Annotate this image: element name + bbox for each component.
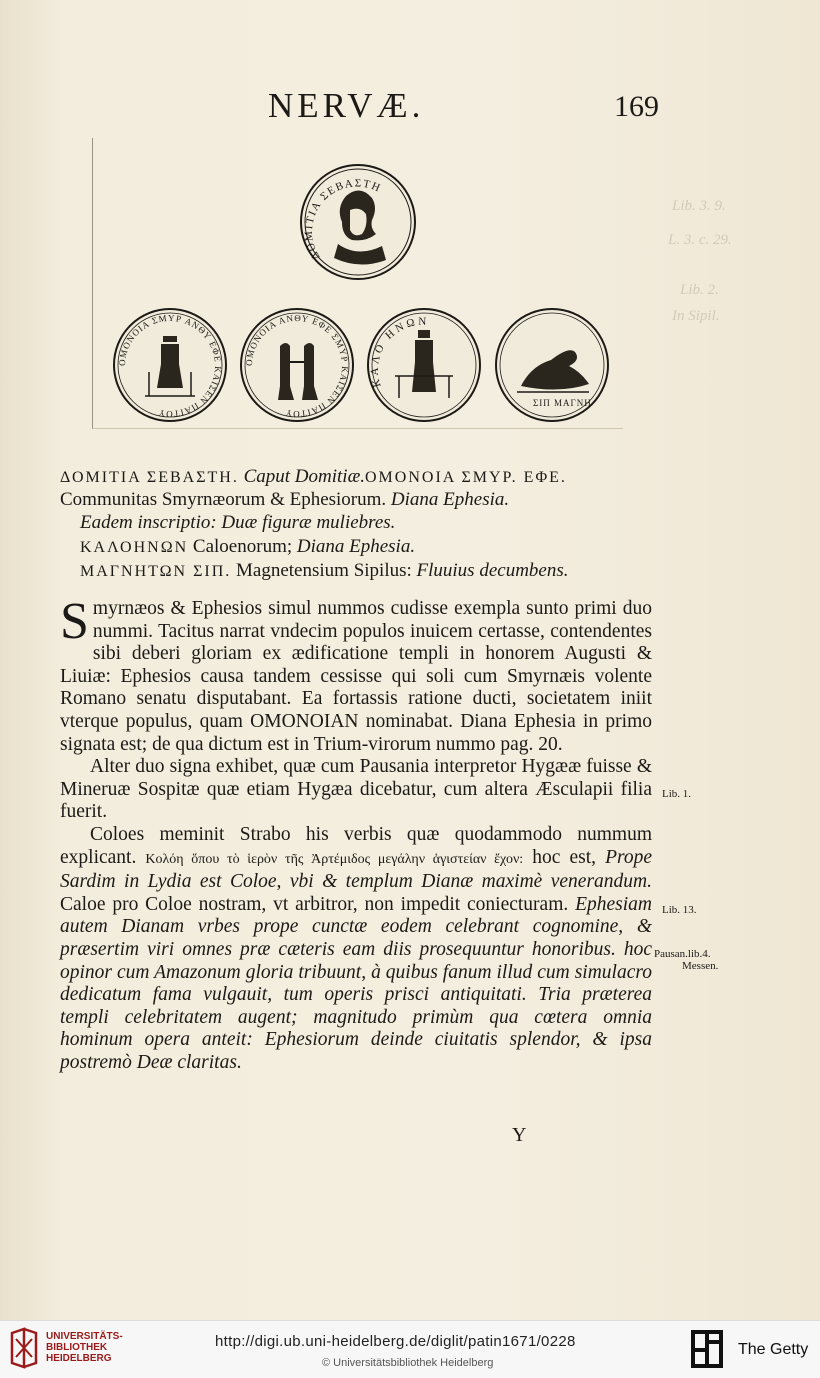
caption-greek: ΚΑΛΟΗΝΩΝ (80, 539, 189, 556)
institution-line: UNIVERSITÄTS- (46, 1331, 123, 1342)
institution-line: HEIDELBERG (46, 1353, 112, 1364)
caption-italic: Eadem inscriptio: Duæ figuræ muliebres. (80, 512, 396, 533)
paragraph-text: hoc est, (532, 846, 596, 868)
university-library-logo-icon (8, 1327, 40, 1371)
sponsor-name: The Getty (738, 1341, 809, 1358)
permalink[interactable]: http://digi.ub.uni-heidelberg.de/diglit/patin1671/0228 (215, 1333, 576, 1350)
paragraph (60, 824, 652, 1075)
coin-magnesia (493, 306, 611, 424)
coin-legend: ΚΑΛΟ ΗΝΩΝ (368, 315, 430, 389)
main-text (60, 593, 653, 1074)
coin-homonoia-1 (111, 306, 229, 424)
paragraph (60, 593, 652, 756)
margin-note: Lib. 1. (662, 788, 692, 800)
page-number: 169 (614, 90, 659, 123)
paragraph (60, 756, 652, 824)
caption-text: Caloenorum; (192, 536, 293, 557)
caption-text: Magnetensium Sipilus: (236, 560, 412, 581)
bleed-through-note: L. 3. c. 29. (668, 232, 732, 248)
caption-italic: Diana Ephesia. (296, 536, 416, 557)
paragraph-text: myrnæos & Ephesios simul nummos cudisse exempla sunto primi duo nummi. Tacitus narrat vndecim populos inuicem certasse, contendentes sibi deberi gloriam ex ædificatione templi in honorem Augusti & Liuiæ: Ephesios causa tandem cessisse qui soli cum Smyrnæis volente Romano senatu disputabant. Ea fortassis ratione ducti, societatem iniit vterque populus, quam ΟΜΟΝΟΙΑΝ nominabat. Diana Ephesia in primo signata est; de qua dictum est in Trium-virorum nummo pag. 20. (60, 598, 652, 755)
copyright-notice: © Universitätsbibliothek Heidelberg (322, 1357, 494, 1369)
margin-note: Messen. (682, 960, 719, 972)
coin-legend: ΔΟΜΙΤΙΑ ΣΕΒΑΣΤΗ (302, 177, 384, 262)
svg-text:ΟΜΟΝΟΙΑ ΣΜΥΡ ΑΝΘΥ ΕΦΕ ΚΑΙΣΕΝ Π (117, 313, 223, 419)
caption-italic: Caput Domitiæ. (243, 466, 365, 487)
caption-line (60, 489, 660, 511)
bleed-through-note: Lib. 2. (680, 282, 719, 298)
caption-line (60, 466, 660, 489)
drop-cap: S (60, 593, 89, 650)
caption-text: Communitas Smyrnæorum & Ephesiorum. (60, 489, 387, 510)
getty-logo-icon (690, 1329, 724, 1369)
caption-italic: Diana Ephesia. (390, 489, 510, 510)
italic-quote: Ephesiam autem Dianam vrbes prope cunctæ eodem celebrant cognomine, & præsertim viri omnes præ cæteris eam diis prosequuntur honoribus. hoc opinor cum Amazonum gloria tribuunt, à quibus fanum illud cum simulacro dedicatum fama vulgauit, tum operis prisci antiquitati. Tria præterea templi celebritatem augent; magnitudo primùm qua cœtera omnia hominum opera anteit: Ephesiorum deinde ciuitatis splendor, & ipsa postremò Deæ claritas. (60, 893, 653, 1073)
caption-line (80, 560, 680, 583)
coin-plate (92, 138, 623, 429)
running-header: NERVÆ. (268, 86, 425, 125)
institution-line: BIBLIOTHEK (46, 1342, 108, 1353)
svg-text:ΚΑΛΟ ΗΝΩΝ (369, 316, 429, 389)
paragraph-text: Coloes meminit Strabo his verbis quæ quodammodo nummum explicant. (60, 823, 652, 868)
catchword: Y (512, 1124, 527, 1146)
caption-greek: ΔΟΜΙΤΙΑ ΣΕΒΑΣΤΗ. (60, 469, 239, 486)
coin-caloenorum (365, 306, 483, 424)
caption-line (80, 536, 680, 559)
greek-quote: Κολόη ὅπου τὸ ἱερὸν τῆς Ἀρτέμιδος μεγάλην ἁγιστείαν ἔχον: (145, 851, 524, 867)
coin-legend: ΟΜΟΝΟΙΑ ΑΝΘΥ ΕΦΕ ΣΜΥΡ ΚΑΙΣΕΝ ΠΑΙΤΟΥ (243, 312, 351, 420)
coin-homonoia-2 (238, 306, 356, 424)
coin-legend: ΣΙΠ ΜΑΓΝΗ (533, 398, 592, 408)
caption-greek: ΜΑΓΝΗΤΩΝ ΣΙΠ. (80, 563, 232, 580)
viewer-footer (0, 1320, 820, 1378)
svg-text:ΔΟΜΙΤΙΑ ΣΕΒΑΣΤΗ (303, 177, 383, 261)
bleed-through-note: In Sipil. (672, 308, 720, 324)
paragraph-text: Alter duo signa exhibet, quæ cum Pausania interpretor Hygææ fuisse & Mineruæ Sospitæ quæ etiam Hygæa dicebatur, cum altera Æsculapii filia fuerit. (60, 756, 652, 823)
svg-text:ΟΜΟΝΟΙΑ ΑΝΘΥ ΕΦΕ ΣΜΥΡ ΚΑΙΣΕΝ Π (244, 313, 350, 419)
institution-name (46, 1331, 123, 1364)
coin-domitia (298, 162, 418, 282)
caption-greek: ΟΜΟΝΟΙΑ ΣΜΥΡ. ΕΦΕ. (365, 469, 567, 486)
caption-italic: Fluuius decumbens. (416, 560, 569, 581)
italic-quote: Prope Sardim in Lydia est Coloe, vbi & templum Dianæ maximè venerandum. (60, 846, 652, 893)
bleed-through-note: Lib. 3. 9. (672, 198, 726, 214)
coin-legend: ΟΜΟΝΟΙΑ ΣΜΥΡ ΑΝΘΥ ΕΦΕ ΚΑΙΣΕΝ ΠΑΙΤΟΥ (116, 312, 224, 420)
paragraph-text: Caloe pro Coloe nostram, vt arbitror, non impedit coniecturam. (60, 893, 569, 915)
caption-line (80, 512, 680, 534)
margin-note: Lib. 13. (662, 904, 697, 916)
margin-note: Pausan.lib.4. (654, 948, 711, 960)
